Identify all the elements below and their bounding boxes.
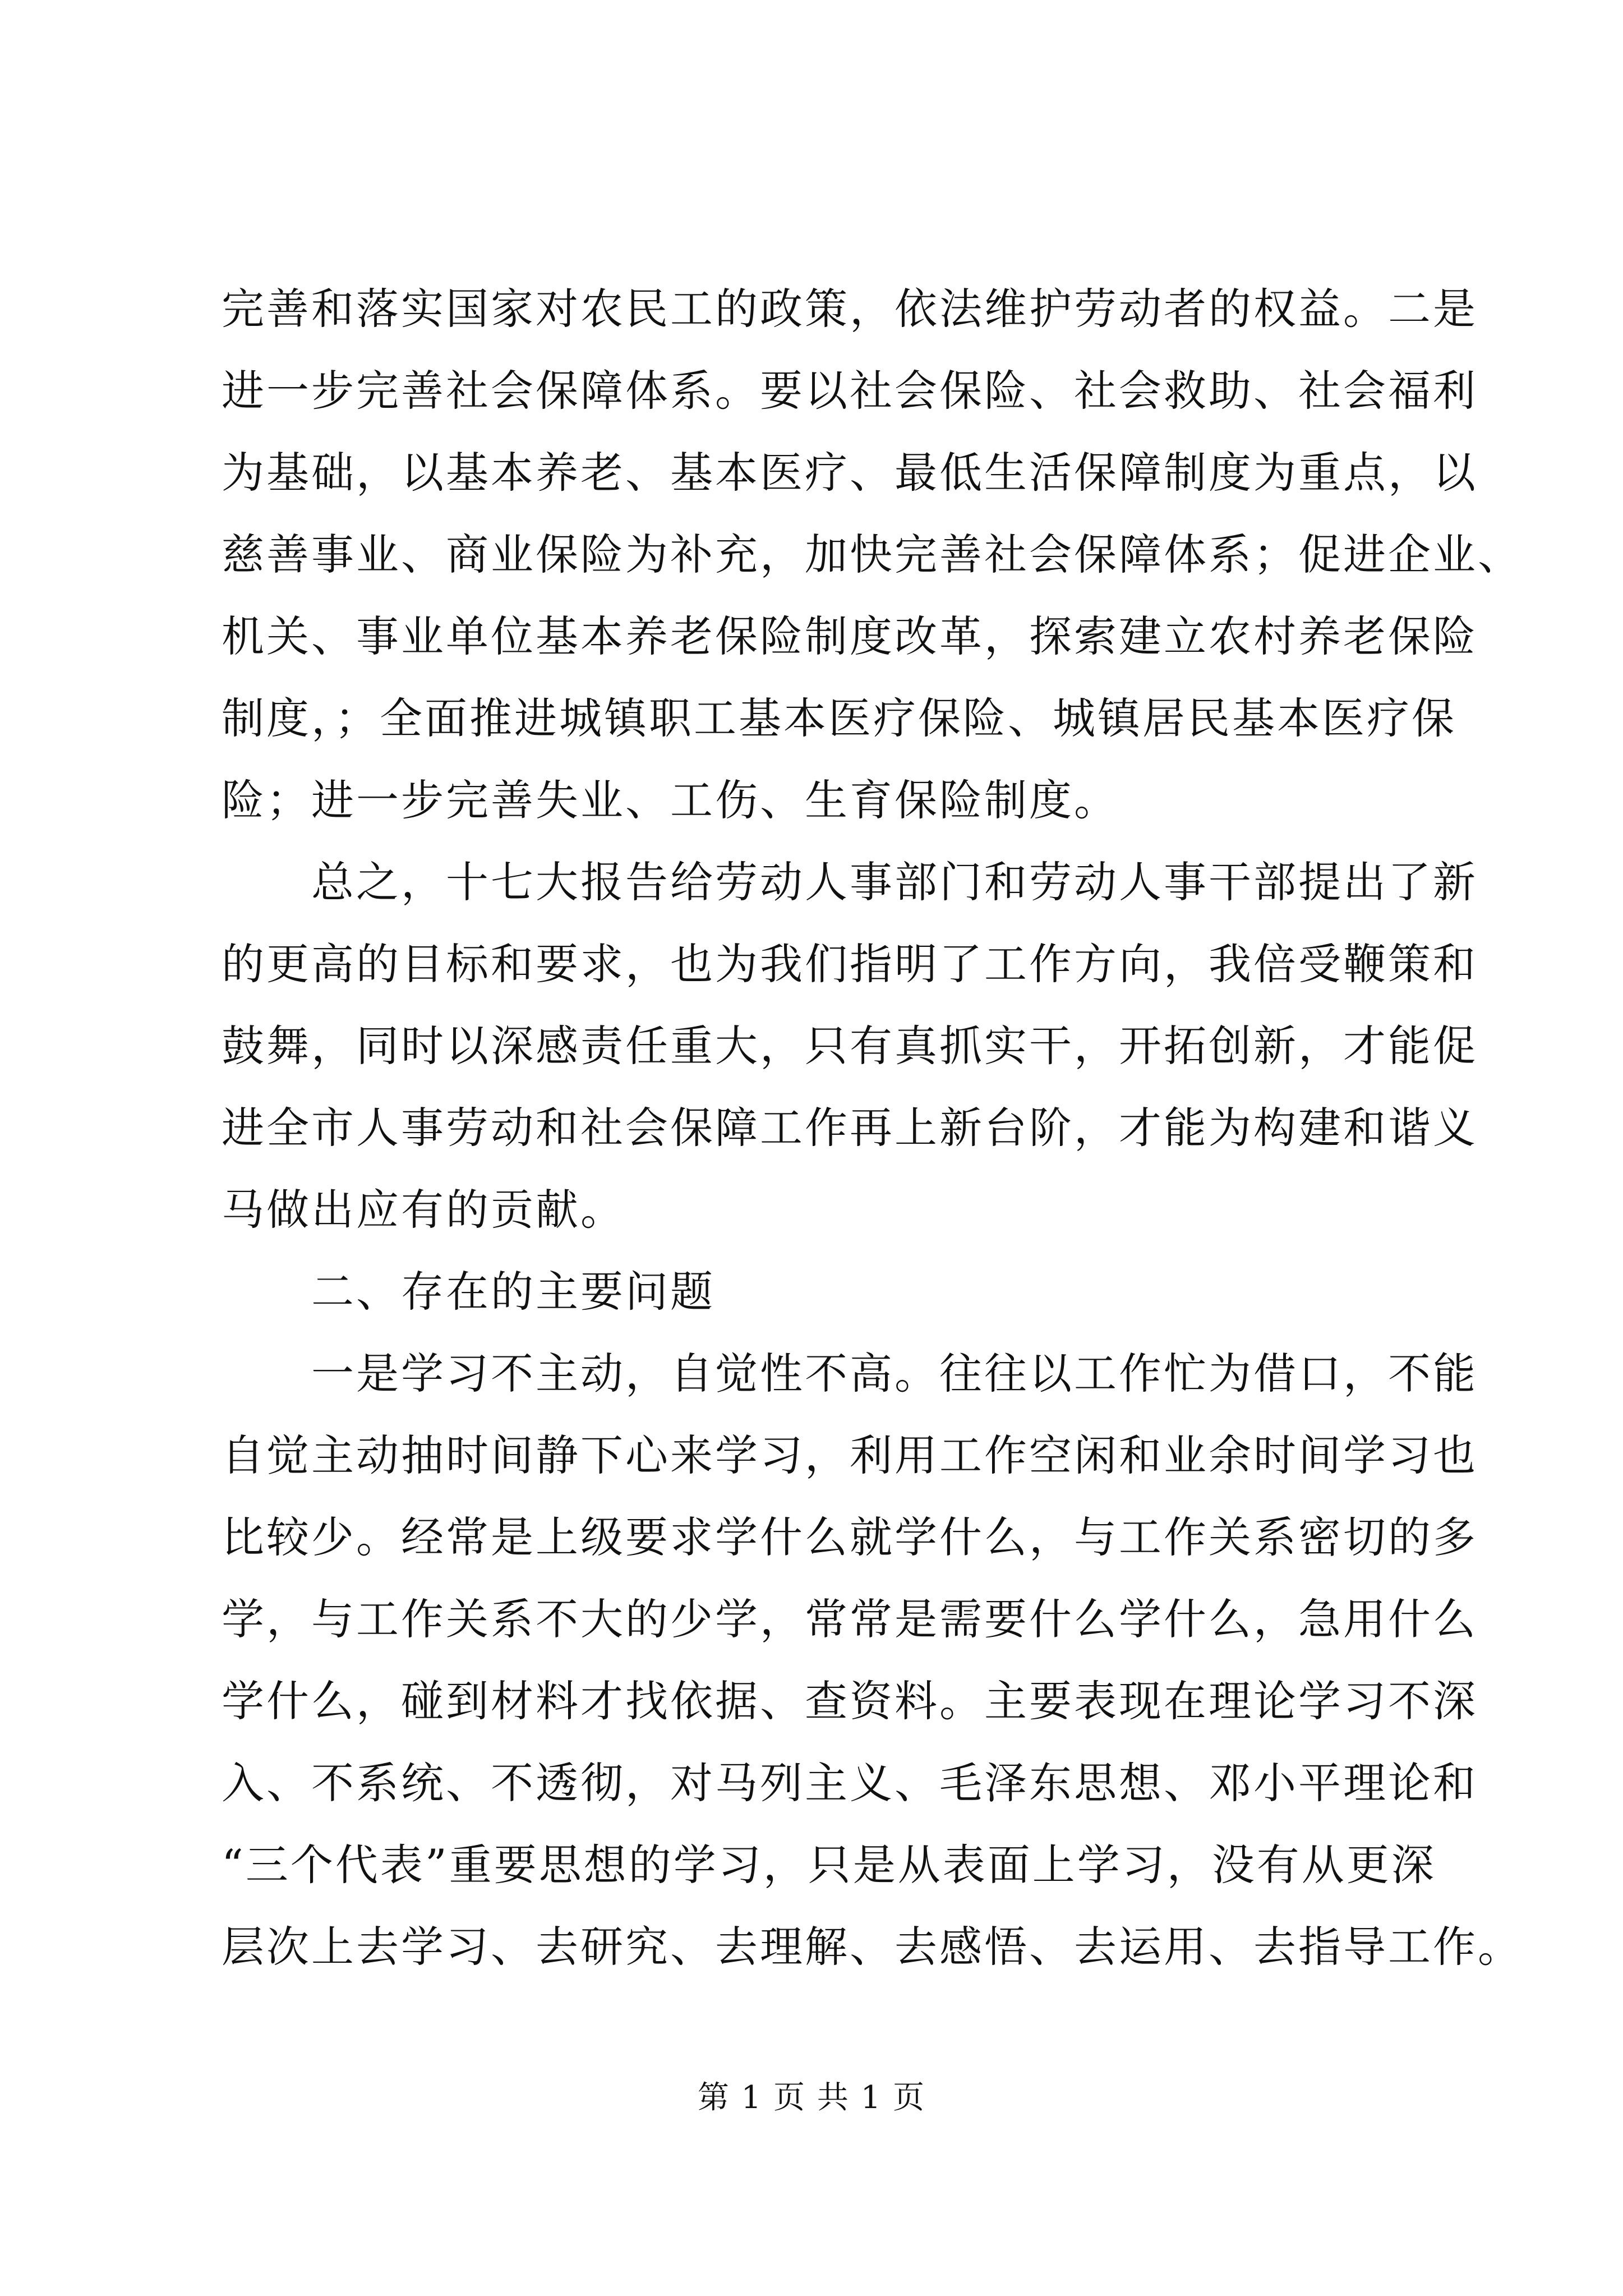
- text-line: “三个代表”重要思想的学习，只是从表面上学习，没有从更深: [222, 1840, 1436, 1890]
- text-line: 的更高的目标和要求，也为我们指明了工作方向，我倍受鞭策和: [222, 939, 1478, 989]
- text-line: 完善和落实国家对农民工的政策，依法维护劳动者的权益。二是: [222, 284, 1478, 334]
- text-line: 层次上去学习、去研究、去理解、去感悟、去运用、去指导工作。: [222, 1922, 1523, 1972]
- text-line: 制度，；全面推进城镇职工基本医疗保险、城镇居民基本医疗保: [222, 693, 1456, 743]
- text-line: 自觉主动抽时间静下心来学习，利用工作空闲和业余时间学习也: [222, 1430, 1478, 1480]
- body-text: [222, 268, 1523, 1988]
- text-line: 鼓舞，同时以深感责任重大，只有真抓实干，开拓创新，才能促: [222, 1021, 1478, 1071]
- text-line: 马做出应有的贡献。: [222, 1185, 625, 1235]
- text-line: 二、存在的主要问题: [222, 1267, 715, 1317]
- text-line: 总之，十七大报告给劳动人事部门和劳动人事干部提出了新: [222, 857, 1478, 907]
- text-line: 入、不系统、不透彻，对马列主义、毛泽东思想、邓小平理论和: [222, 1758, 1478, 1808]
- text-line: 学，与工作关系不大的少学，常常是需要什么学什么，急用什么: [222, 1594, 1478, 1644]
- text-line: 险；进一步完善失业、工伤、生育保险制度。: [222, 775, 1119, 825]
- text-line: 进全市人事劳动和社会保障工作再上新台阶，才能为构建和谐义: [222, 1103, 1478, 1153]
- text-line: 一是学习不主动，自觉性不高。往往以工作忙为借口，不能: [222, 1349, 1478, 1398]
- text-line: 学什么，碰到材料才找依据、查资料。主要表现在理论学习不深: [222, 1676, 1478, 1726]
- text-line: 慈善事业、商业保险为补充，加快完善社会保障体系；促进企业、: [222, 530, 1523, 579]
- text-line: 比较少。经常是上级要求学什么就学什么，与工作关系密切的多: [222, 1512, 1478, 1562]
- text-line: 进一步完善社会保障体系。要以社会保险、社会救助、社会福利: [222, 366, 1478, 416]
- text-line: 为基础，以基本养老、基本医疗、最低生活保障制度为重点，以: [222, 448, 1478, 498]
- page-footer: 第 1 页 共 1 页: [697, 2079, 926, 2116]
- text-line: 机关、事业单位基本养老保险制度改革，探索建立农村养老保险: [222, 611, 1478, 661]
